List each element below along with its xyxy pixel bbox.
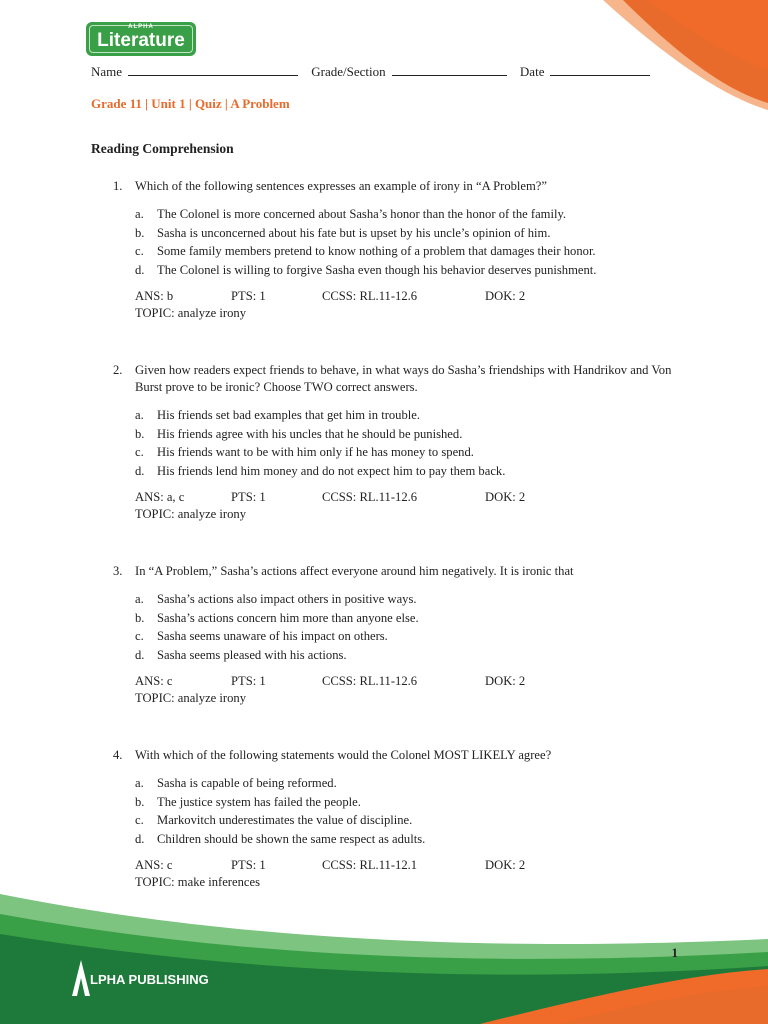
question-number: 2.	[113, 363, 123, 377]
answer-key: ANS: a, c	[135, 490, 185, 504]
literature-logo	[86, 22, 196, 56]
option-item[interactable]: b. The justice system has failed the people.	[135, 794, 361, 809]
date-label: Date	[519, 64, 545, 79]
topic: TOPIC: analyze irony	[135, 691, 246, 705]
ccss-standard: CCSS: RL.11-12.6	[322, 674, 418, 688]
option-item[interactable]: d. Sasha seems pleased with his actions.	[135, 647, 347, 662]
dok-level: DOK: 2	[485, 490, 526, 504]
points: PTS: 1	[231, 674, 266, 688]
option-item[interactable]: b. Sasha’s actions concern him more than anyone else.	[135, 610, 419, 625]
question-stem: With which of the following statements would the Colonel MOST LIKELY agree?	[135, 748, 552, 762]
topic: TOPIC: analyze irony	[135, 306, 246, 320]
answer-meta	[135, 489, 693, 523]
option-item[interactable]: c. Sasha seems unaware of his impact on others.	[135, 629, 388, 643]
dok-level: DOK: 2	[485, 858, 526, 872]
ccss-standard: CCSS: RL.11-12.6	[322, 490, 418, 504]
option-item[interactable]: a. Sasha’s actions also impact others in positive ways.	[135, 592, 417, 606]
logo-literature-text: Literature	[97, 30, 185, 51]
answer-key: ANS: c	[135, 858, 173, 872]
question-number: 3.	[113, 564, 123, 578]
option-item[interactable]: d. The Colonel is willing to forgive Sasha even though his behavior deserves punishment.	[135, 262, 597, 277]
option-item[interactable]: a. His friends set bad examples that get him in trouble.	[135, 408, 421, 422]
topic: TOPIC: analyze irony	[135, 507, 246, 521]
date-blank[interactable]	[550, 63, 650, 76]
page-number: 1	[671, 945, 678, 960]
question-number: 1.	[113, 179, 123, 193]
name-label: Name	[91, 64, 123, 79]
answer-meta	[135, 288, 693, 322]
option-item[interactable]: a. The Colonel is more concerned about Sasha’s honor than the honor of the family.	[135, 207, 567, 221]
alpha-triangle-icon	[70, 958, 92, 998]
publisher-name: LPHA PUBLISHING	[90, 972, 209, 987]
grade-section-blank[interactable]	[392, 63, 507, 76]
points: PTS: 1	[231, 289, 266, 303]
quiz-subtitle: Grade 11 | Unit 1 | Quiz | A Problem	[91, 96, 290, 111]
ccss-standard: CCSS: RL.11-12.1	[322, 858, 418, 872]
student-info-row	[91, 63, 660, 80]
logo-alpha-text: ALPHA	[128, 24, 154, 30]
answer-key: ANS: c	[135, 674, 173, 688]
question-1	[113, 178, 693, 322]
option-item[interactable]: d. Children should be shown the same respect as adults.	[135, 831, 426, 846]
option-item[interactable]: b. His friends agree with his uncles that he should be punished.	[135, 426, 463, 441]
question-number: 4.	[113, 748, 123, 762]
publisher-logo	[70, 958, 240, 998]
answer-meta	[135, 857, 693, 891]
question-4	[113, 747, 693, 891]
answer-meta	[135, 673, 693, 707]
points: PTS: 1	[231, 490, 266, 504]
dok-level: DOK: 2	[485, 289, 526, 303]
dok-level: DOK: 2	[485, 674, 526, 688]
option-item[interactable]: c. His friends want to be with him only if he has money to spend.	[135, 445, 474, 459]
ccss-standard: CCSS: RL.11-12.6	[322, 289, 418, 303]
section-title: Reading Comprehension	[91, 141, 234, 156]
topic: TOPIC: make inferences	[135, 875, 260, 889]
question-stem: In “A Problem,” Sasha’s actions affect everyone around him negatively. It is ironic that	[135, 564, 574, 578]
name-blank[interactable]	[128, 63, 298, 76]
option-item[interactable]: a. Sasha is capable of being reformed.	[135, 776, 337, 790]
question-stem: Which of the following sentences expresses an example of irony in “A Problem?”	[135, 179, 547, 193]
grade-section-label: Grade/Section	[311, 64, 386, 79]
corner-decoration	[578, 0, 768, 110]
question-2	[113, 362, 693, 523]
question-3	[113, 563, 693, 707]
option-item[interactable]: c. Markovitch underestimates the value of discipline.	[135, 813, 413, 827]
points: PTS: 1	[231, 858, 266, 872]
question-stem: Given how readers expect friends to behave, in what ways do Sasha’s friendships with Handrikov and Von Burst prove to be ironic? Choose TWO correct answers.	[135, 363, 672, 394]
option-item[interactable]: c. Some family members pretend to know nothing of a problem that damages their honor.	[135, 244, 596, 258]
option-item[interactable]: b. Sasha is unconcerned about his fate but is upset by his uncle’s opinion of him.	[135, 225, 551, 240]
answer-key: ANS: b	[135, 289, 174, 303]
option-item[interactable]: d. His friends lend him money and do not expect him to pay them back.	[135, 463, 506, 478]
